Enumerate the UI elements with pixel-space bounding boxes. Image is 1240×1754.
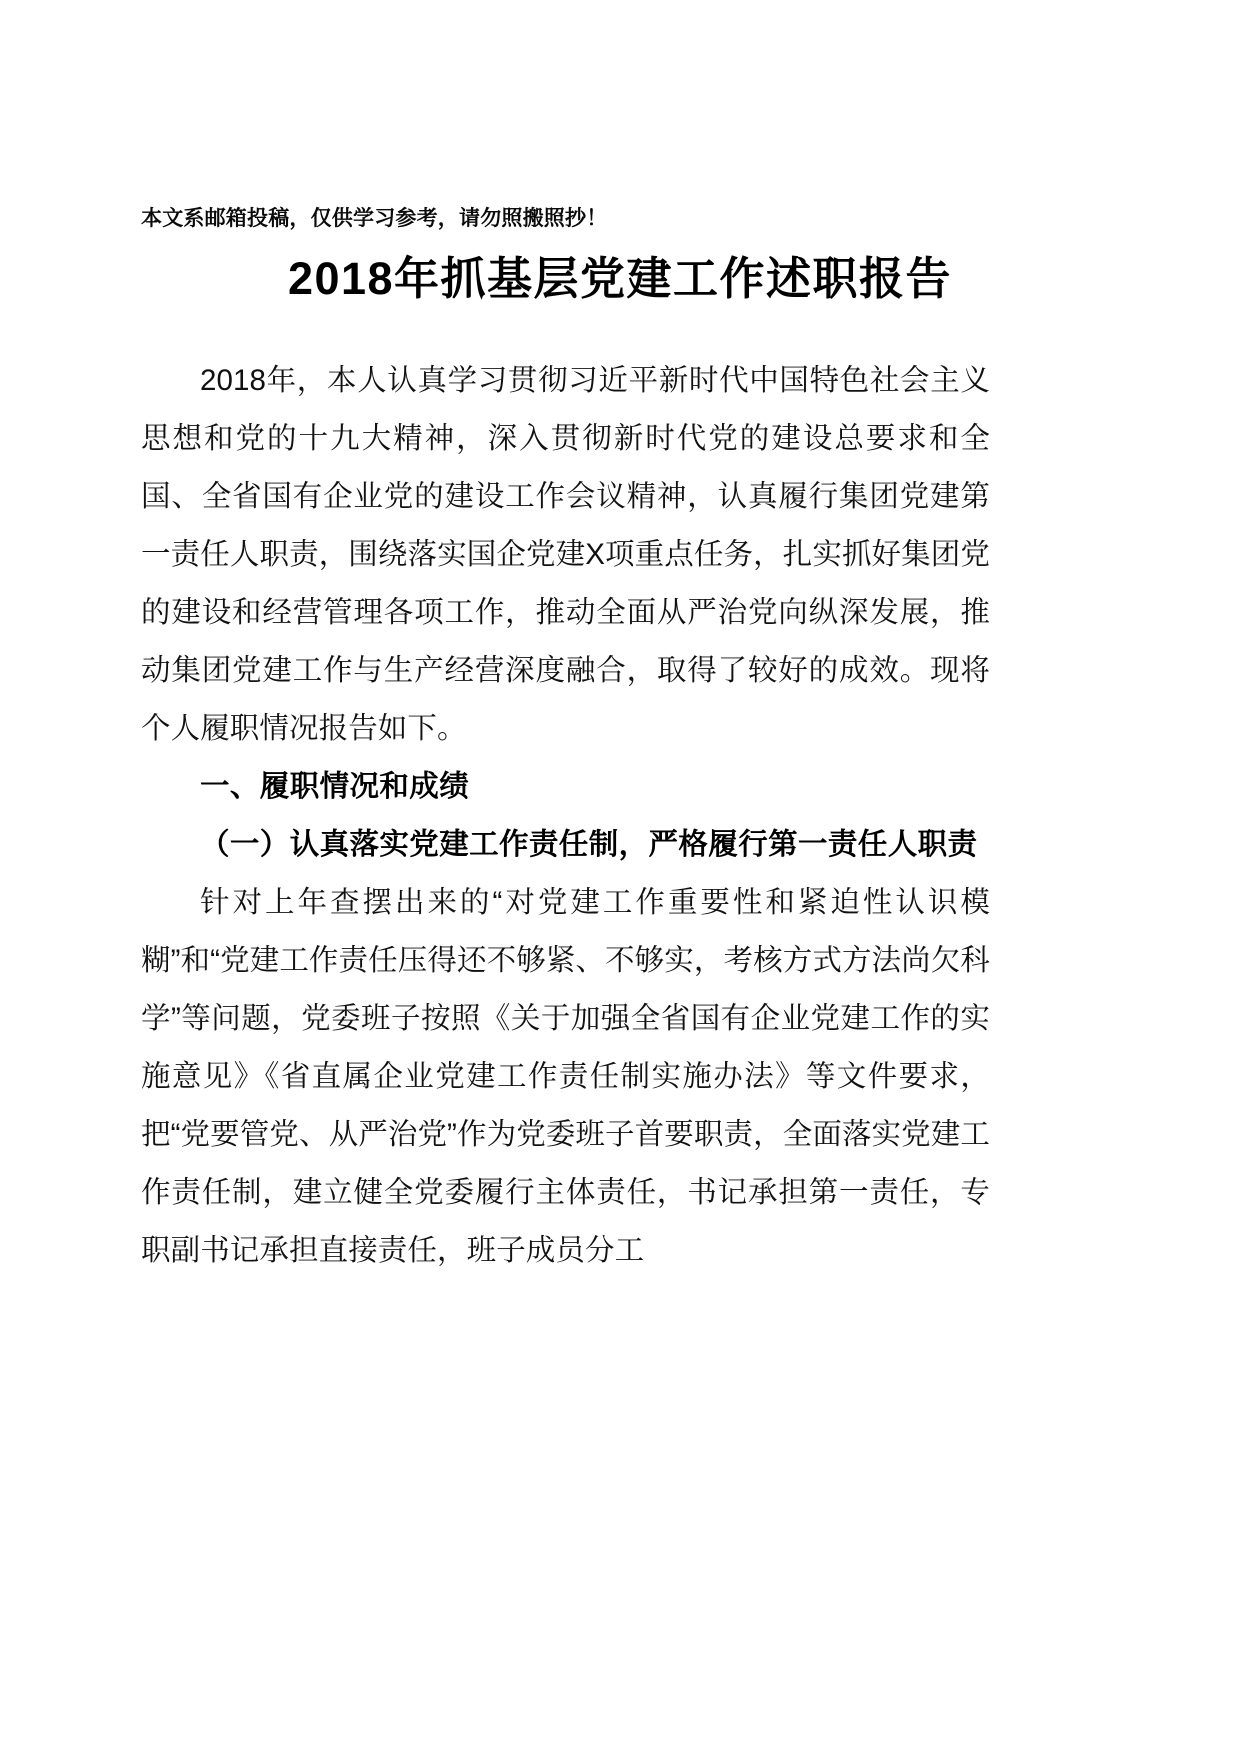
subsection-body-paragraph: 针对上年查摆出来的“对党建工作重要性和紧迫性认识模糊”和“党建工作责任压得还不够紧、不够实，考核方式方法尚欠科学”等问题，党委班子按照《关于加强全省国有企业党建工作的实施意见》《省直属企业党建工作责任制实施办法》等文件要求，把“党要管党、从严治党”作为党委班子首要职责，全面落实党建工作责任制，建立健全党委履行主体责任，书记承担第一责任，专职副书记承担直接责任，班子成员分工 <box>141 886 990 1267</box>
page-title: 2018年抓基层党建工作述职报告 <box>287 253 953 304</box>
submission-notice: 本文系邮箱投稿，仅供学习参考，请勿照搬照抄！ <box>141 207 608 230</box>
section-heading-one: 一、履职情况和成绩 <box>200 770 470 803</box>
opening-paragraph: 2018年，本人认真学习贯彻习近平新时代中国特色社会主义思想和党的十九大精神，深入贯彻新时代党的建设总要求和全国、全省国有企业党的建设工作会议精神，认真履行集团党建第一责任人职责，围绕落实国企党建X项重点任务，扎实抓好集团党的建设和经营管理各项工作，推动全面从严治党向纵深发展，推动集团党建工作与生产经营深度融合，取得了较好的成效。现将个人履职情况报告如下。 <box>141 364 990 745</box>
subsection-heading-one-1: （一）认真落实党建工作责任制，严格履行第一责任人职责 <box>200 828 978 861</box>
document-body <box>141 352 990 1280</box>
